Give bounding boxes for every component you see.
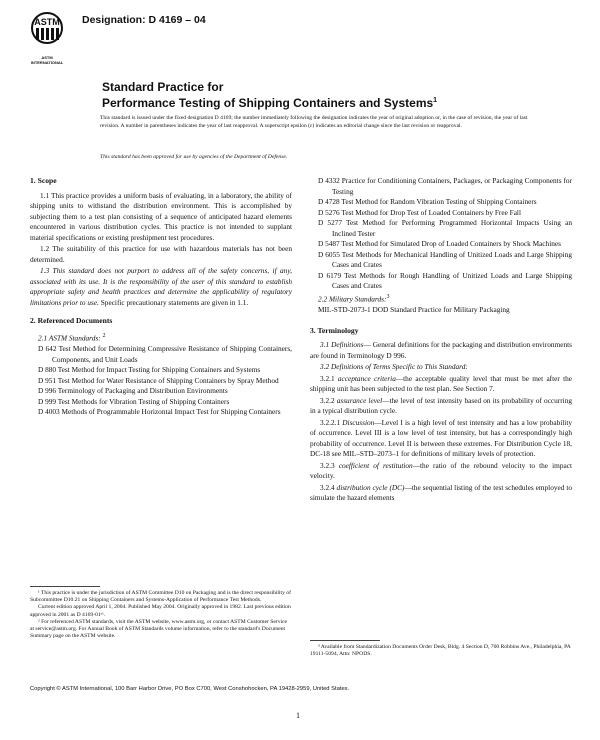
reference-item: D 951 Test Method for Water Resistance of Shipping Containers by Spray Method — [38, 375, 279, 385]
paragraph-3-2-1 — [310, 374, 572, 395]
footnote-2: ² For referenced ASTM standards, visit the ASTM website, www.astm.org, or contact ASTM Customer Service at service@astm.org. For Annual Book of ASTM Standards volume information, refer to the standard's Document Summary page on the ASTM website. — [30, 618, 288, 640]
paragraph-3-2-3 — [310, 461, 572, 482]
precaution-note: Specific precautionary statements are given in 1.1. — [98, 297, 249, 307]
military-standards-label — [318, 292, 572, 305]
page-number: 1 — [296, 711, 300, 720]
section-heading-scope: 1. Scope — [30, 176, 57, 185]
definition-text: —the level of test intensity based on its probability of occurring in a typical distribution cycle. — [310, 395, 572, 416]
footnote-1: ¹ This practice is under the jurisdiction of ASTM Committee D10 on Packaging and is the direct responsibility of Subcommittee D10.21 on Shipping Containers and Systems-Application of Performance Test Methods. — [30, 590, 291, 604]
footnote-ref-3: 3 — [386, 293, 390, 300]
astm-logo-icon — [26, 10, 68, 56]
logo-text: ASTM INTERNATIONAL — [30, 55, 64, 65]
left-column — [30, 176, 292, 418]
reference-item: D 642 Test Method for Determining Compressive Resistance of Shipping Containers, Components, and Unit Loads — [38, 344, 292, 364]
title-line-1: Standard Practice for — [102, 80, 224, 94]
paragraph-3-2-2 — [310, 396, 572, 417]
footnote-rule-left — [30, 586, 100, 587]
document-title — [102, 80, 562, 110]
reference-item: D 6055 Test Methods for Mechanical Handling of Unitized Loads and Large Shipping Cases and Crates — [318, 249, 572, 269]
definitions-label: 3.1 Definitions — [320, 340, 364, 350]
footnotes-right — [310, 644, 572, 658]
reference-item: D 6179 Test Methods for Rough Handling of Unitized Loads and Large Shipping Cases and Crates — [318, 270, 572, 290]
paragraph-3-2-2-1 — [310, 418, 572, 460]
reference-item: D 999 Test Methods for Vibration Testing of Shipping Containers — [38, 396, 230, 406]
footnotes-left — [30, 590, 292, 640]
paragraph-3-2-4 — [310, 483, 572, 504]
reference-item: D 880 Test Method for Impact Testing for Shipping Containers and Systems — [38, 365, 261, 375]
definition-text: —the acceptable quality level that must be met after the shipping unit has been subjected to the test plan. See Section 7. — [310, 373, 572, 394]
defined-term: assurance level — [336, 395, 383, 405]
safety-caveat: 1.3 This standard does not purport to address all of the safety concerns, if any, associated with its use. It is the responsibility of the user of this standard to establish appropriate safety and health practices and determine the applicability of regulatory limitations prior to use. — [30, 266, 292, 307]
clause-number: 3.2.4 — [320, 482, 335, 492]
military-standards-text: 2.2 Military Standards: — [318, 293, 387, 303]
reference-item: D 5276 Test Method for Drop Test of Loaded Containers by Free Fall — [318, 207, 521, 217]
copyright-line: Copyright © ASTM International, 100 Barr Harbor Drive, PO Box C700, West Conshohocken, PA 19428-2959, United States. — [30, 686, 350, 692]
footnote-3: ³ Available from Standardization Documents Order Desk, Bldg. 4 Section D, 700 Robbins Ave., Philadelphia, PA 19111-5094, Attn: NPODS. — [310, 644, 571, 658]
definition-text: —the ratio of the rebound velocity to the impact velocity. — [310, 460, 572, 481]
issuance-notice: This standard is issued under the fixed designation D 4169; the number immediately following the designation indicates the year of original adoption or, in the case of revision, the year of last revision. A number in parentheses indicates the year of last reapproval. A superscript epsilon (ε) indicates an editorial change since the last revision or reapproval. — [100, 115, 528, 129]
svg-text:ASTM: ASTM — [34, 17, 60, 27]
clause-number: 3.2.3 — [320, 460, 335, 470]
clause-number: 3.2.1 — [320, 373, 335, 383]
astm-standards-label — [38, 331, 292, 344]
title-text: Performance Testing of Shipping Containers and Systems — [102, 96, 434, 110]
astm-standards-text: 2.1 ASTM Standards: — [38, 332, 101, 342]
definitions-text: — General definitions for the packaging and distribution environments are found in Terminology D 996. — [310, 340, 572, 360]
defined-term: distribution cycle (DC) — [336, 482, 405, 492]
section-heading-terminology: 3. Terminology — [310, 325, 359, 335]
right-column — [310, 176, 572, 505]
reference-item-military: MIL-STD-2073-1 DOD Standard Practice for Military Packaging — [318, 305, 510, 315]
clause-number: 3.2.2 — [320, 395, 335, 405]
reference-item: D 4332 Practice for Conditioning Containers, Packages, or Packaging Components for Testing — [318, 176, 572, 196]
dod-approval-note: This standard has been approved for use by agencies of the Department of Defense. — [100, 154, 288, 160]
section-heading-referenced-documents: 2. Referenced Documents — [30, 316, 113, 325]
reference-item: D 4728 Test Method for Random Vibration Testing of Shipping Containers — [318, 197, 537, 206]
footnote-ref-2: 2 — [102, 332, 106, 339]
reference-item: D 5277 Test Method for Performing Programmed Horizontal Impacts Using an Inclined Tester — [318, 218, 572, 238]
designation: Designation: D 4169 – 04 — [82, 14, 206, 26]
paragraph-1-1: 1.1 This practice provides a uniform basis of evaluating, in a laboratory, the ability of shipping units to withstand the distribution environment. This is accomplished by subjecting them to a test plan consisting of a sequence of anticipated hazard elements encountered in various distribution cycles. This practice is not intended to supplant material specifications or existing preshipment test procedures. — [30, 190, 292, 242]
defined-term: acceptance criteria — [337, 373, 396, 383]
title-line-2 — [102, 94, 562, 110]
paragraph-1-3 — [30, 266, 292, 308]
paragraph-3-1 — [310, 340, 572, 361]
discussion-text: —Level I is a high level of test intensity and has a low probability of occurrence. Level III is a low level of test intensity, but has a correspondingly high probability of occurrence. Level II is between these extremes. For Distribution Cycle 18, DC-18 see MIL–STD–2073–1 for definitions of military levels of protection. — [310, 417, 573, 459]
footnote-rule-right — [310, 640, 380, 641]
footnote-1-edition: Current edition approved April 1, 2004. Published May 2004. Originally approved in 1982. Last previous edition approved in 2001 as D 4169-01ᵉ¹. — [30, 604, 291, 618]
reference-item: D 4003 Methods of Programmable Horizontal Impact Test for Shipping Containers — [38, 407, 281, 417]
title-footnote-ref: 1 — [433, 97, 438, 104]
defined-term: coefficient of restitution — [338, 460, 413, 470]
paragraph-3-2: 3.2 Definitions of Terms Specific to This Standard: — [320, 362, 468, 372]
clause-number: 3.2.2.1 — [320, 417, 341, 427]
definition-text: —the sequential listing of the test schedules employed to simulate the hazard elements — [310, 482, 573, 503]
astm-logo — [26, 10, 68, 65]
reference-item: D 5487 Test Method for Simulated Drop of Loaded Containers by Shock Machines — [318, 239, 561, 248]
reference-item: D 996 Terminology of Packaging and Distribution Environments — [38, 386, 228, 396]
discussion-label: Discussion — [342, 417, 375, 427]
paragraph-1-2: 1.2 The suitability of this practice for use with hazardous materials has not been determined. — [30, 244, 292, 264]
